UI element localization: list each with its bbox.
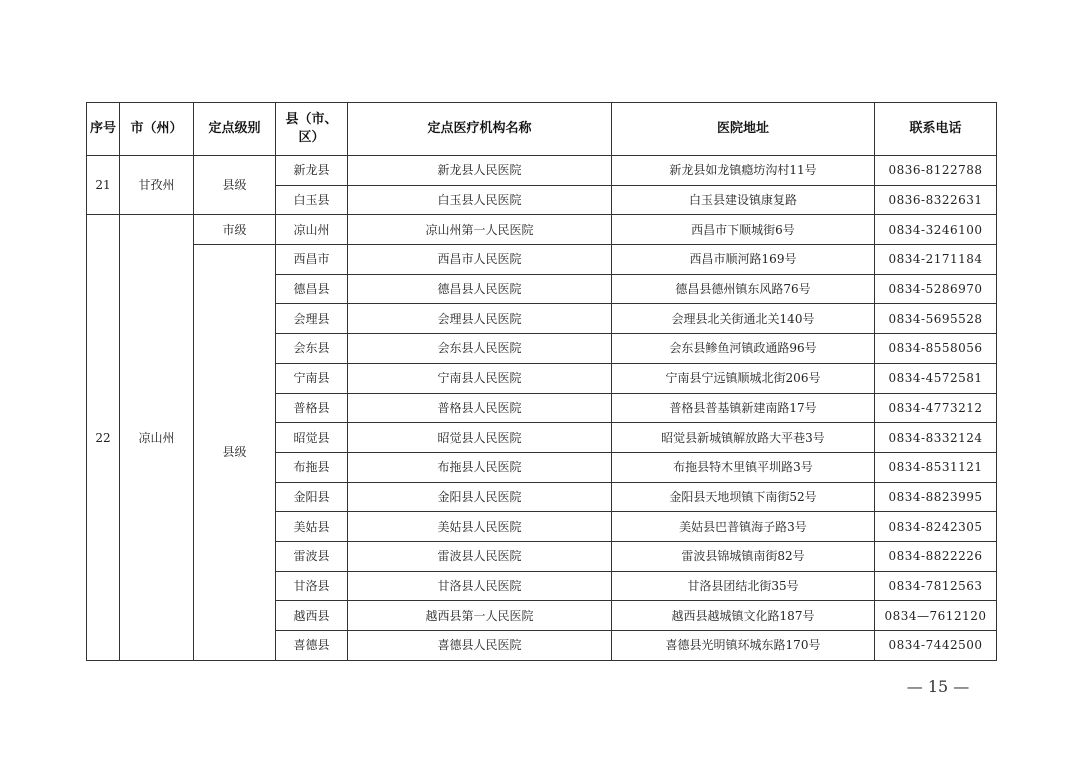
hospital-name-cell: 德昌县人民医院 <box>348 274 612 304</box>
address-cell: 新龙县如龙镇瘾坊沟村11号 <box>612 156 875 186</box>
phone-cell: 0834-8242305 <box>875 512 997 542</box>
hospital-name-cell: 布拖县人民医院 <box>348 452 612 482</box>
hospital-name-cell: 宁南县人民医院 <box>348 363 612 393</box>
level-cell: 县级 <box>194 245 276 661</box>
county-cell: 雷波县 <box>276 541 348 571</box>
address-cell: 喜德县光明镇环城东路170号 <box>612 631 875 661</box>
phone-cell: 0834—7612120 <box>875 601 997 631</box>
address-cell: 白玉县建设镇康复路 <box>612 185 875 215</box>
hospital-name-cell: 喜德县人民医院 <box>348 631 612 661</box>
hospital-name-cell: 新龙县人民医院 <box>348 156 612 186</box>
hospital-name-cell: 西昌市人民医院 <box>348 245 612 275</box>
phone-cell: 0834-2171184 <box>875 245 997 275</box>
level-cell: 市级 <box>194 215 276 245</box>
address-cell: 越西县越城镇文化路187号 <box>612 601 875 631</box>
table-row <box>87 215 997 245</box>
table-body <box>87 156 997 661</box>
hospital-name-cell: 会理县人民医院 <box>348 304 612 334</box>
seq-cell: 22 <box>87 215 120 660</box>
address-cell: 普格县普基镇新建南路17号 <box>612 393 875 423</box>
header-address: 医院地址 <box>612 103 875 156</box>
county-cell: 会东县 <box>276 334 348 364</box>
page-number: — 15 — <box>906 677 970 696</box>
header-seq: 序号 <box>87 103 120 156</box>
seq-cell: 21 <box>87 156 120 215</box>
county-cell: 甘洛县 <box>276 571 348 601</box>
address-cell: 布拖县特木里镇平圳路3号 <box>612 452 875 482</box>
header-name: 定点医疗机构名称 <box>348 103 612 156</box>
county-cell: 新龙县 <box>276 156 348 186</box>
phone-cell: 0834-3246100 <box>875 215 997 245</box>
hospital-table <box>86 102 997 661</box>
county-cell: 宁南县 <box>276 363 348 393</box>
city-cell: 凉山州 <box>120 215 194 660</box>
hospital-name-cell: 甘洛县人民医院 <box>348 571 612 601</box>
county-cell: 德昌县 <box>276 274 348 304</box>
phone-cell: 0834-4773212 <box>875 393 997 423</box>
hospital-name-cell: 凉山州第一人民医院 <box>348 215 612 245</box>
hospital-name-cell: 昭觉县人民医院 <box>348 423 612 453</box>
hospital-name-cell: 美姑县人民医院 <box>348 512 612 542</box>
hospital-name-cell: 会东县人民医院 <box>348 334 612 364</box>
county-cell: 金阳县 <box>276 482 348 512</box>
county-cell: 喜德县 <box>276 631 348 661</box>
address-cell: 宁南县宁远镇顺城北街206号 <box>612 363 875 393</box>
county-cell: 越西县 <box>276 601 348 631</box>
hospital-name-cell: 越西县第一人民医院 <box>348 601 612 631</box>
table-row <box>87 245 997 275</box>
table-header <box>87 103 997 156</box>
phone-cell: 0834-8822226 <box>875 541 997 571</box>
phone-cell: 0834-7442500 <box>875 631 997 661</box>
hospital-name-cell: 白玉县人民医院 <box>348 185 612 215</box>
phone-cell: 0834-5286970 <box>875 274 997 304</box>
phone-cell: 0834-8558056 <box>875 334 997 364</box>
phone-cell: 0834-8531121 <box>875 452 997 482</box>
county-cell: 凉山州 <box>276 215 348 245</box>
phone-cell: 0836-8122788 <box>875 156 997 186</box>
phone-cell: 0834-5695528 <box>875 304 997 334</box>
county-cell: 白玉县 <box>276 185 348 215</box>
table-row <box>87 156 997 186</box>
address-cell: 会理县北关街通北关140号 <box>612 304 875 334</box>
city-cell: 甘孜州 <box>120 156 194 215</box>
address-cell: 甘洛县团结北街35号 <box>612 571 875 601</box>
address-cell: 西昌市下顺城街6号 <box>612 215 875 245</box>
address-cell: 德昌县德州镇东风路76号 <box>612 274 875 304</box>
hospital-name-cell: 金阳县人民医院 <box>348 482 612 512</box>
hospital-name-cell: 普格县人民医院 <box>348 393 612 423</box>
header-city: 市（州） <box>120 103 194 156</box>
county-cell: 昭觉县 <box>276 423 348 453</box>
address-cell: 会东县鲹鱼河镇政通路96号 <box>612 334 875 364</box>
header-phone: 联系电话 <box>875 103 997 156</box>
phone-cell: 0834-7812563 <box>875 571 997 601</box>
address-cell: 金阳县天地坝镇下南街52号 <box>612 482 875 512</box>
address-cell: 雷波县锦城镇南街82号 <box>612 541 875 571</box>
county-cell: 会理县 <box>276 304 348 334</box>
address-cell: 美姑县巴普镇海子路3号 <box>612 512 875 542</box>
county-cell: 美姑县 <box>276 512 348 542</box>
phone-cell: 0834-8823995 <box>875 482 997 512</box>
county-cell: 西昌市 <box>276 245 348 275</box>
phone-cell: 0834-8332124 <box>875 423 997 453</box>
level-cell: 县级 <box>194 156 276 215</box>
phone-cell: 0834-4572581 <box>875 363 997 393</box>
county-cell: 普格县 <box>276 393 348 423</box>
phone-cell: 0836-8322631 <box>875 185 997 215</box>
county-cell: 布拖县 <box>276 452 348 482</box>
header-level: 定点级别 <box>194 103 276 156</box>
address-cell: 昭觉县新城镇解放路大平巷3号 <box>612 423 875 453</box>
address-cell: 西昌市顺河路169号 <box>612 245 875 275</box>
header-county: 县（市、区） <box>276 103 348 156</box>
hospital-name-cell: 雷波县人民医院 <box>348 541 612 571</box>
